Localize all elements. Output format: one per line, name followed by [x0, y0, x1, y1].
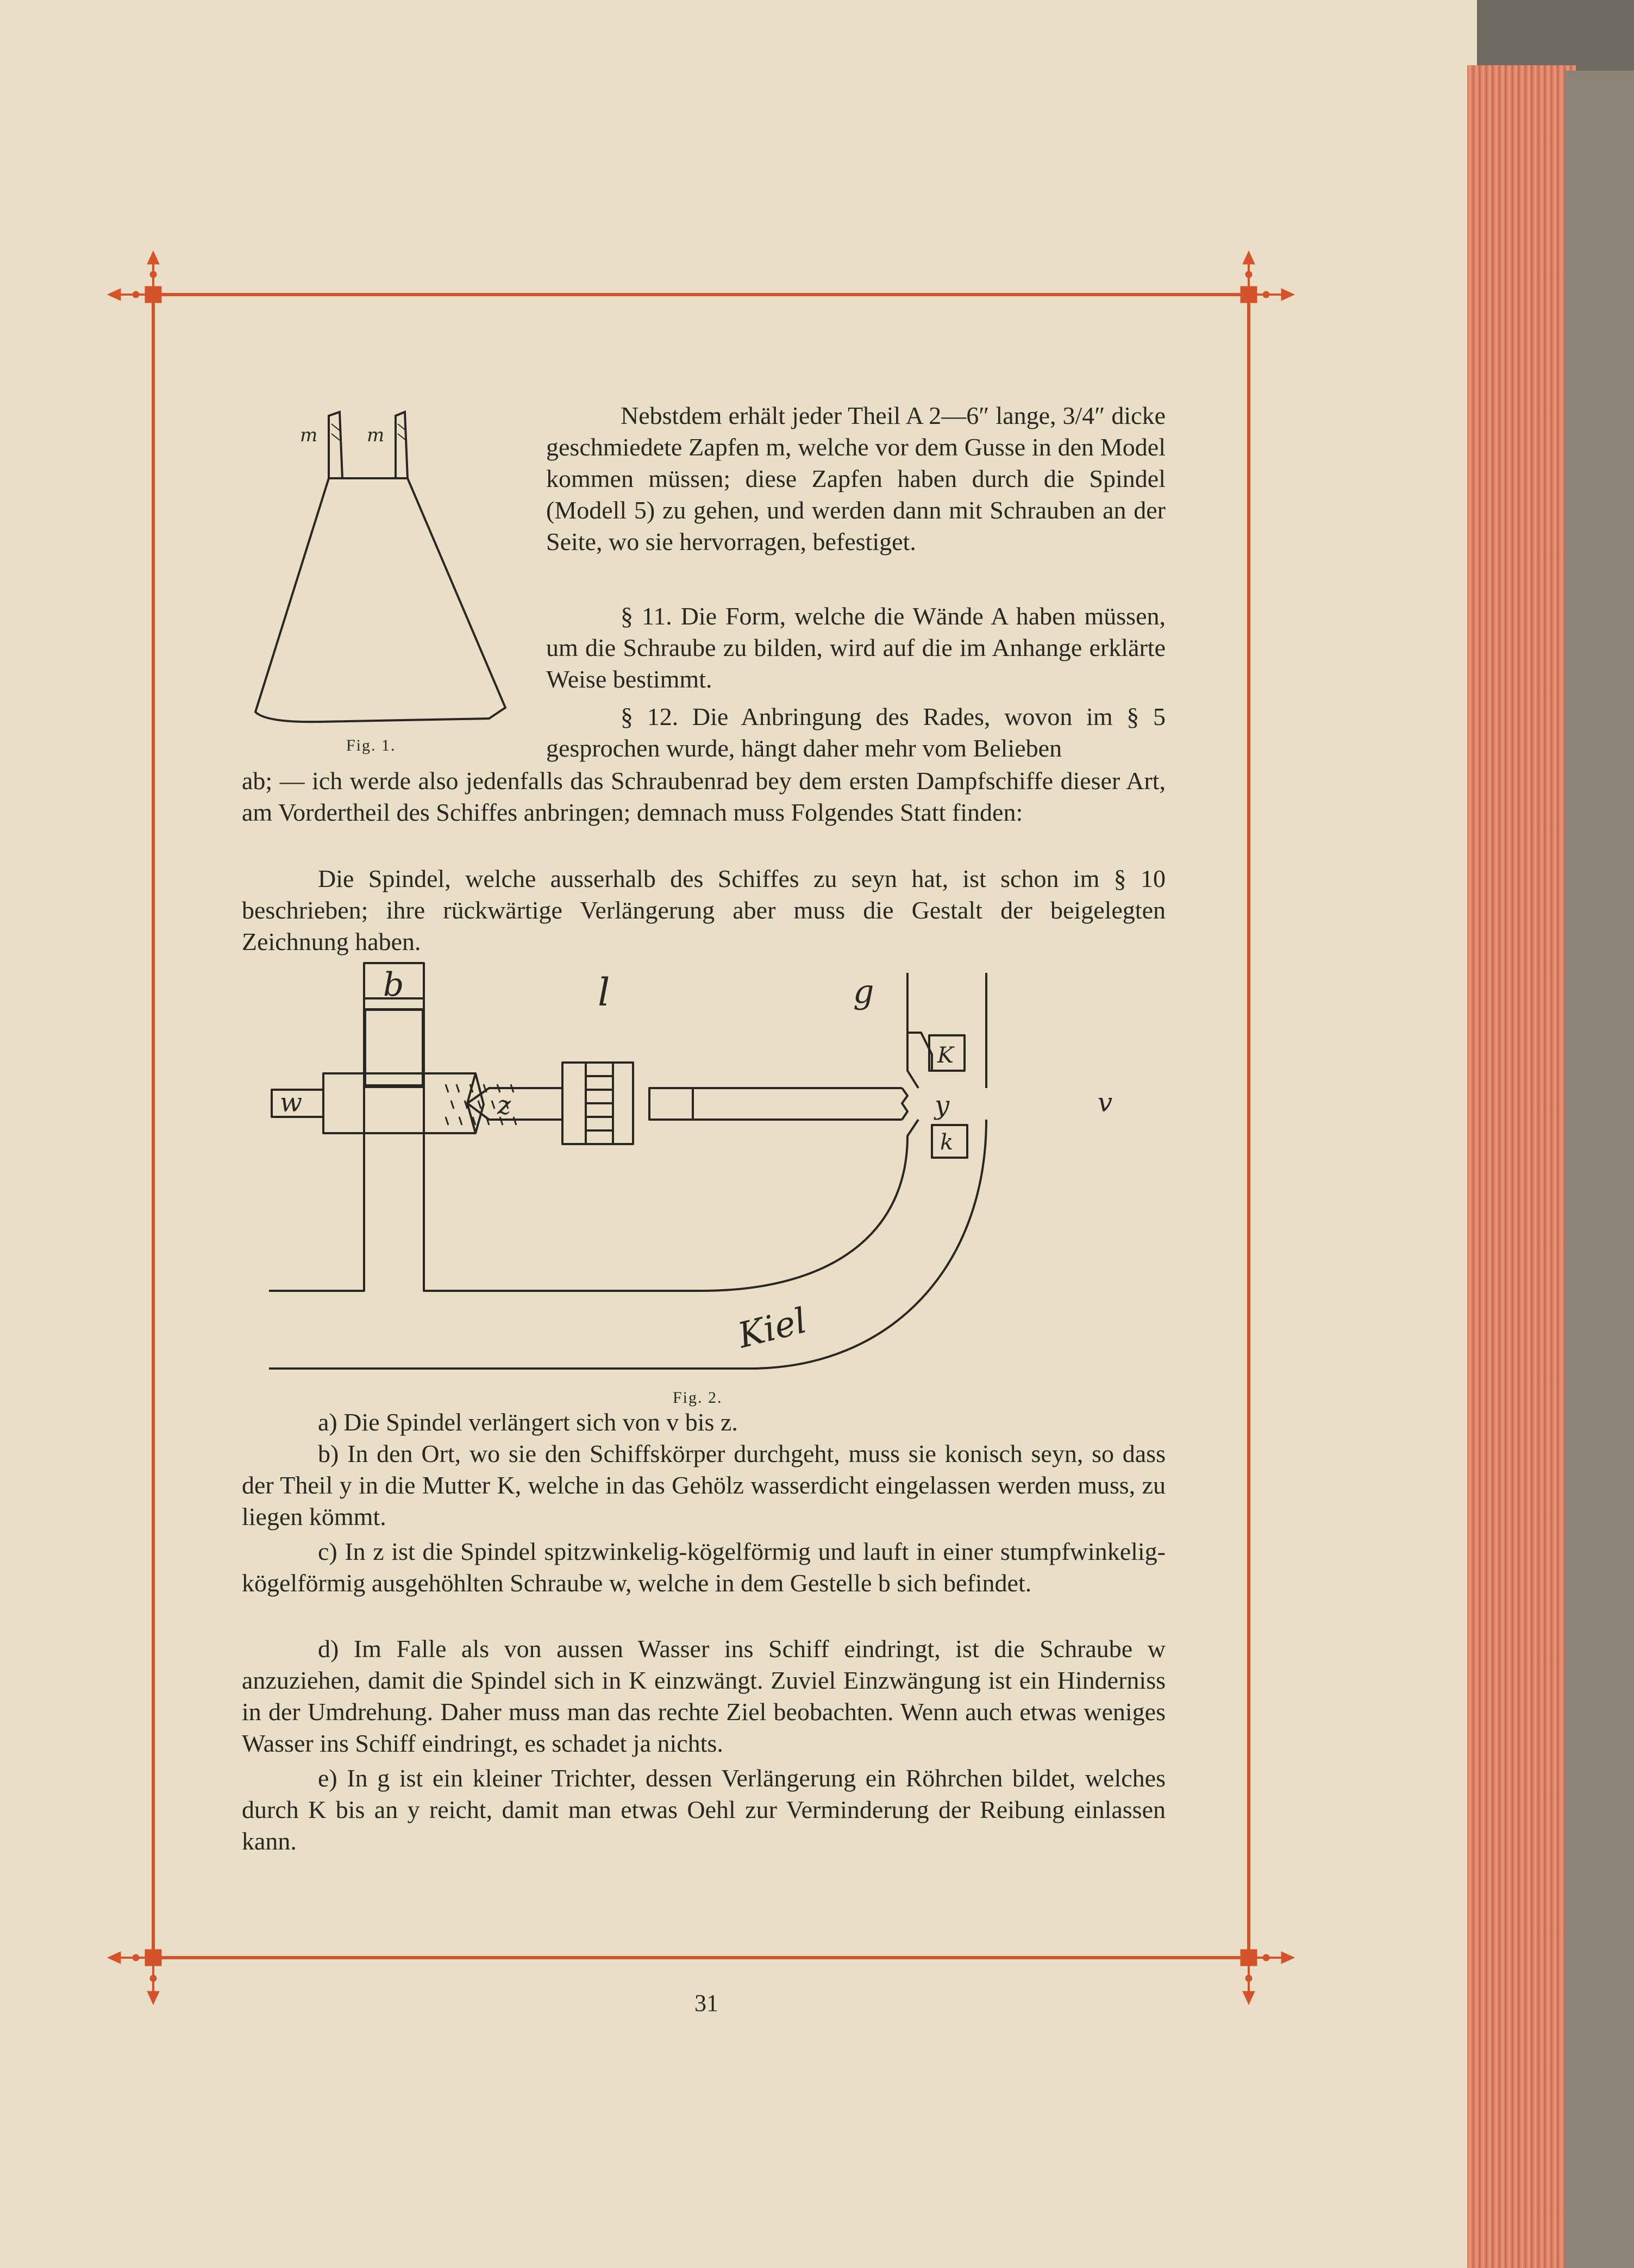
fig2-label-l: l	[598, 970, 610, 1015]
figure-1-drawing	[245, 402, 527, 728]
fig2-label-z: z	[497, 1090, 511, 1121]
fig2-label-g: g	[853, 973, 874, 1011]
item-d: d) Im Falle als von aussen Wasser ins Schiff eindringt, ist die Schraube w anzuziehen, damit die Spindel sich in K einzwängt. Zuviel Einzwängung ist ein Hinderniss in der Umdrehung. Daher muss man das rechte Ziel beobachten. Wenn auch etwas weniges Wasser ins Schiff eindringt, es schadet ja nichts.	[242, 1635, 1166, 1757]
item-b: b) In den Ort, wo sie den Schiffskörper durchgeht, muss sie konisch seyn, so dass der Theil y in die Mutter K, welche in das Gehölz wasserdicht eingelassen werden muss, zu liegen kömmt.	[242, 1440, 1166, 1530]
fig2-label-k: k	[940, 1130, 954, 1155]
paragraph-11: § 11. Die Form, welche die Wände A haben müssen, um die Schraube zu bilden, wird auf die im Anhange erklärte Weise bestimmt.	[546, 602, 1166, 693]
paragraph-1: Nebstdem erhält jeder Theil A 2—6″ lange, 3/4″ dicke geschmiedete Zapfen m, welche vor dem Gusse in den Model kommen müssen; diese Zapfen haben durch die Spindel (Modell 5) zu gehen, und werden dann mit Schrauben an der Seite, wo sie hervorragen, befestiget.	[546, 402, 1166, 555]
fig2-label-y: y	[935, 1090, 950, 1121]
fig2-label-kiel: Kiel	[734, 1301, 811, 1357]
fig2-label-K: K	[937, 1043, 954, 1068]
figure-2-drawing	[261, 962, 1185, 1408]
figure-1-caption: Fig. 1.	[346, 736, 396, 754]
item-e: e) In g ist ein kleiner Trichter, dessen Verlängerung ein Röhrchen bildet, welches durch K bis an y reicht, damit man etwas Oehl zur Verminderung der Reibung einlassen kann.	[242, 1764, 1166, 1855]
fig2-label-w: w	[280, 1088, 303, 1118]
paragraph-spindel: Die Spindel, welche ausserhalb des Schiffes zu seyn hat, ist schon im § 10 beschrieben; ihre rückwärtige Verlängerung aber muss die Gestalt der beigelegten Zeichnung haben.	[242, 865, 1166, 955]
fig1-label-m-2: m	[367, 424, 385, 446]
paragraph-12-cont: ab; — ich werde also jedenfalls das Schraubenrad bey dem ersten Dampfschiffe dieser Art, am Vordertheil des Schiffes anbringen; demnach muss Folgendes Statt finden:	[242, 767, 1166, 826]
figure-2-caption: Fig. 2.	[673, 1389, 723, 1407]
paragraph-12-start: § 12. Die Anbringung des Rades, wovon im § 5 gesprochen wurde, hängt daher mehr vom Belieben	[546, 703, 1166, 762]
item-a: a) Die Spindel verlängert sich von v bis z.	[318, 1408, 738, 1436]
fig2-label-v: v	[1098, 1088, 1113, 1118]
fig1-label-m-1: m	[300, 424, 318, 446]
page-number: 31	[694, 1990, 718, 2016]
fig2-label-b: b	[383, 966, 404, 1004]
item-c: c) In z ist die Spindel spitzwinkelig-kögelförmig und lauft in einer stumpfwinkelig-kögelförmig ausgehöhlten Schraube w, welche in dem Gestelle b sich befindet.	[242, 1538, 1166, 1597]
